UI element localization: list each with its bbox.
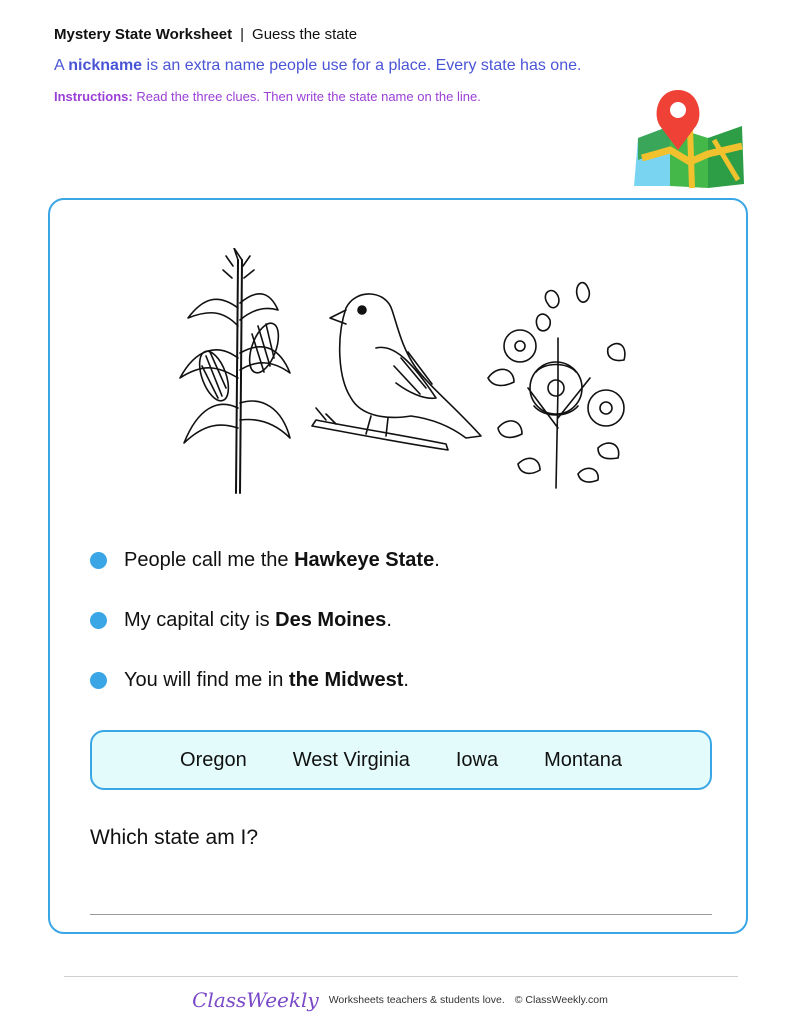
bullet-icon <box>90 552 107 569</box>
bullet-icon <box>90 612 107 629</box>
clue-item <box>90 665 710 695</box>
clue-text <box>124 549 440 572</box>
clue-keyword: Hawkeye State <box>294 548 435 571</box>
clue-keyword: Des Moines <box>275 608 387 631</box>
footer-tagline: Worksheets teachers & students love. <box>328 994 505 1006</box>
word-bank <box>90 730 712 790</box>
folded-map-with-pin-icon <box>630 88 748 190</box>
footer-copyright: © ClassWeekly.com <box>514 994 608 1006</box>
clue-text <box>124 669 409 692</box>
choice-iowa: Iowa <box>455 748 499 771</box>
answer-line[interactable] <box>90 914 712 915</box>
clue-item <box>90 545 710 575</box>
choice-montana: Montana <box>544 748 622 771</box>
question-text: Which state am I? <box>90 826 259 849</box>
title-line <box>54 26 614 43</box>
clue-suffix: . <box>434 548 440 571</box>
worksheet-header <box>54 26 614 104</box>
wild-rose-icon <box>488 283 625 488</box>
worksheet-card <box>48 198 748 934</box>
bullet-icon <box>90 672 107 689</box>
clue-prefix: People call me the <box>124 548 289 571</box>
brand-logo: ClassWeekly <box>192 988 319 1012</box>
clue-prefix: You will find me in <box>124 668 284 691</box>
instructions-text: Read the three clues. Then write the state name on the line. <box>136 89 481 104</box>
footer <box>0 988 800 1012</box>
clue-text <box>124 609 392 632</box>
choice-oregon: Oregon <box>180 748 247 771</box>
corn-stalk-icon <box>180 248 290 493</box>
instructions-label: Instructions: <box>54 89 133 104</box>
footer-divider <box>64 976 738 977</box>
clue-suffix: . <box>403 668 409 691</box>
clue-list <box>90 545 710 725</box>
intro-text <box>54 53 584 78</box>
illustrations <box>178 248 628 498</box>
worksheet-title: Mystery State Worksheet <box>54 26 233 43</box>
clue-suffix: . <box>386 608 392 631</box>
clue-item <box>90 605 710 635</box>
intro-keyword: nickname <box>68 57 143 74</box>
title-separator: | <box>240 26 245 43</box>
choice-west-virginia: West Virginia <box>292 748 410 771</box>
goldfinch-bird-icon <box>312 294 481 450</box>
instructions <box>54 89 614 104</box>
clue-keyword: the Midwest <box>288 668 404 691</box>
worksheet-subtitle: Guess the state <box>252 26 358 43</box>
intro-prefix: A <box>54 57 64 74</box>
intro-rest: is an extra name people use for a place. Every state has one. <box>146 57 582 74</box>
clue-prefix: My capital city is <box>124 608 270 631</box>
